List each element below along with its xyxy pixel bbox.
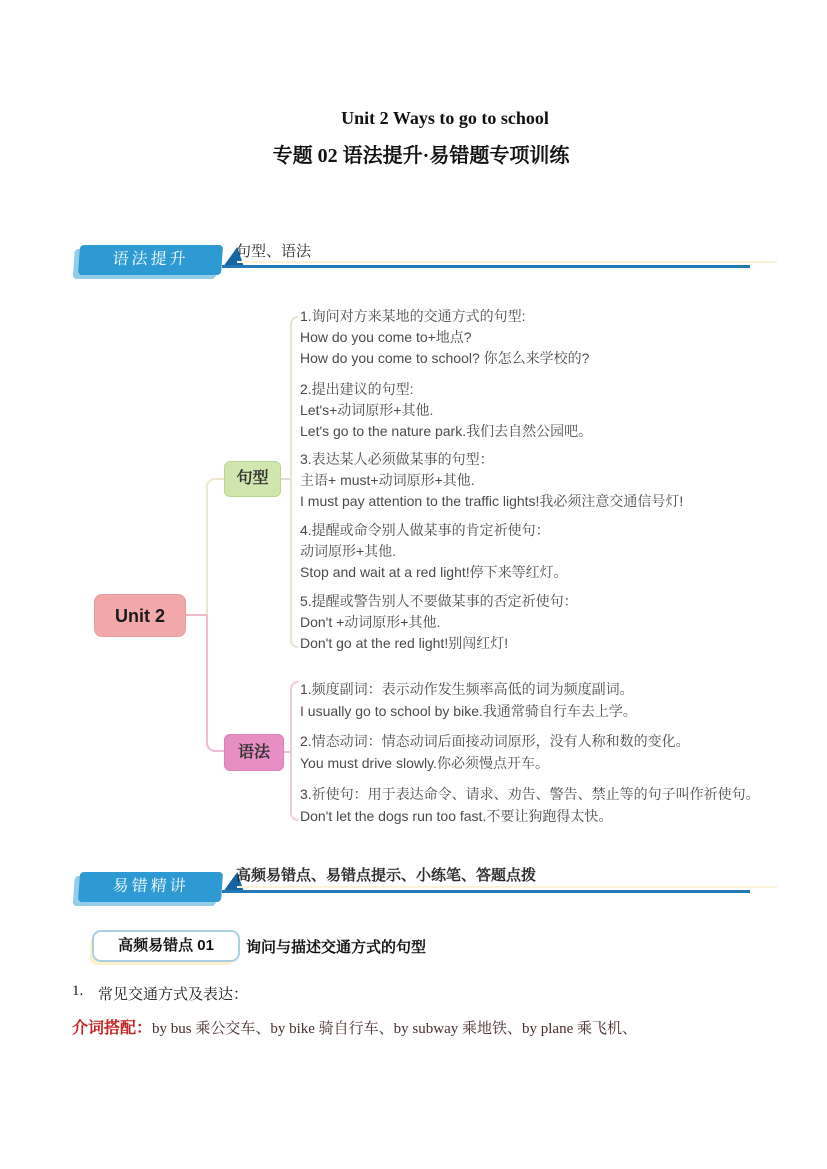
sentence-bracket: [290, 316, 298, 648]
mindmap-sentence-node: 句型: [224, 461, 281, 497]
list-item-number: 1.: [72, 983, 84, 999]
preposition-line: [72, 1015, 637, 1038]
sentence-block-1: [300, 306, 589, 369]
text-line: 1.询问对方来某地的交通方式的句型:: [300, 308, 526, 324]
sentence-block-4: [300, 520, 568, 583]
page-subtitle: 专题 02 语法提升·易错题专项训练: [272, 145, 570, 167]
sentence-block-5: [300, 591, 578, 654]
text-line: 1.频度副词：表示动作发生频率高低的词为频度副词。: [300, 681, 634, 697]
grammar-section-heading: 句型、语法: [236, 243, 312, 260]
text-line: You must drive slowly.你必须慢点开车。: [300, 755, 549, 771]
text-line: Stop and wait at a red light!停下来等红灯。: [300, 564, 568, 580]
mindmap-grammar-node: 语法: [224, 734, 284, 771]
text-line: 3.表达某人必须做某事的句型：: [300, 451, 494, 467]
section-rule: [222, 265, 750, 268]
grammar-section-badge: 语法提升: [78, 245, 223, 275]
connector-sentence-stub: [281, 478, 290, 480]
text-line: Let's+动词原形+其他.: [300, 402, 434, 418]
text-line: I must pay attention to the traffic lights!我必须注意交通信号灯!: [300, 493, 684, 509]
text-line: Don't go at the red light!别闯红灯!: [300, 635, 509, 651]
decorative-rule: [237, 886, 777, 888]
decorative-rule: [237, 261, 777, 263]
text-line: 4.提醒或命令别人做某事的肯定祈使句：: [300, 522, 550, 538]
text-line: How do you come to+地点?: [300, 329, 472, 345]
preposition-label: 介词搭配：: [72, 1020, 153, 1037]
grammar-block-2: [300, 730, 690, 774]
page-title: Unit 2 Ways to go to school: [341, 108, 549, 128]
text-line: 2.提出建议的句型:: [300, 381, 414, 397]
text-line: 主语+ must+动词原形+其他.: [300, 472, 475, 488]
connector-root-to-grammar: [206, 615, 224, 752]
text-line: 3.祈使句：用于表达命令、请求、劝告、警告、禁止等的句子叫作祈使句。: [300, 786, 760, 802]
sentence-block-2: [300, 379, 592, 442]
list-item-text: 常见交通方式及表达：: [98, 987, 249, 1003]
text-line: 2.情态动词：情态动词后面接动词原形，没有人称和数的变化。: [300, 733, 690, 749]
error-section-heading: 高频易错点、易错点提示、小练笔、答题点拨: [236, 867, 537, 884]
text-line: I usually go to school by bike.我通常骑自行车去上学。: [300, 703, 637, 719]
preposition-text: by bus 乘公交车、by bike 骑自行车、by subway 乘地铁、by plane 乘飞机、: [152, 1021, 637, 1037]
connector-root-to-sentence: [206, 478, 224, 615]
text-line: 动词原形+其他.: [300, 543, 397, 559]
error-section-badge: 易错精讲: [78, 872, 223, 902]
text-line: 5.提醒或警告别人不要做某事的否定祈使句：: [300, 593, 578, 609]
grammar-block-1: [300, 678, 637, 722]
section-rule: [222, 890, 750, 893]
text-line: Let's go to the nature park.我们去自然公园吧。: [300, 423, 593, 439]
text-line: How do you come to school? 你怎么来学校的?: [300, 350, 590, 366]
mindmap-root-node: Unit 2: [94, 594, 186, 637]
error-point-title: 询问与描述交通方式的句型: [246, 939, 427, 956]
sentence-block-3: [300, 449, 683, 512]
grammar-bracket: [290, 681, 298, 821]
text-line: Don't +动词原形+其他.: [300, 614, 441, 630]
connector-root-stub: [186, 614, 207, 616]
grammar-block-3: [300, 783, 760, 827]
text-line: Don't let the dogs run too fast.不要让狗跑得太快。: [300, 808, 613, 824]
error-point-badge: 高频易错点 01: [92, 930, 240, 962]
